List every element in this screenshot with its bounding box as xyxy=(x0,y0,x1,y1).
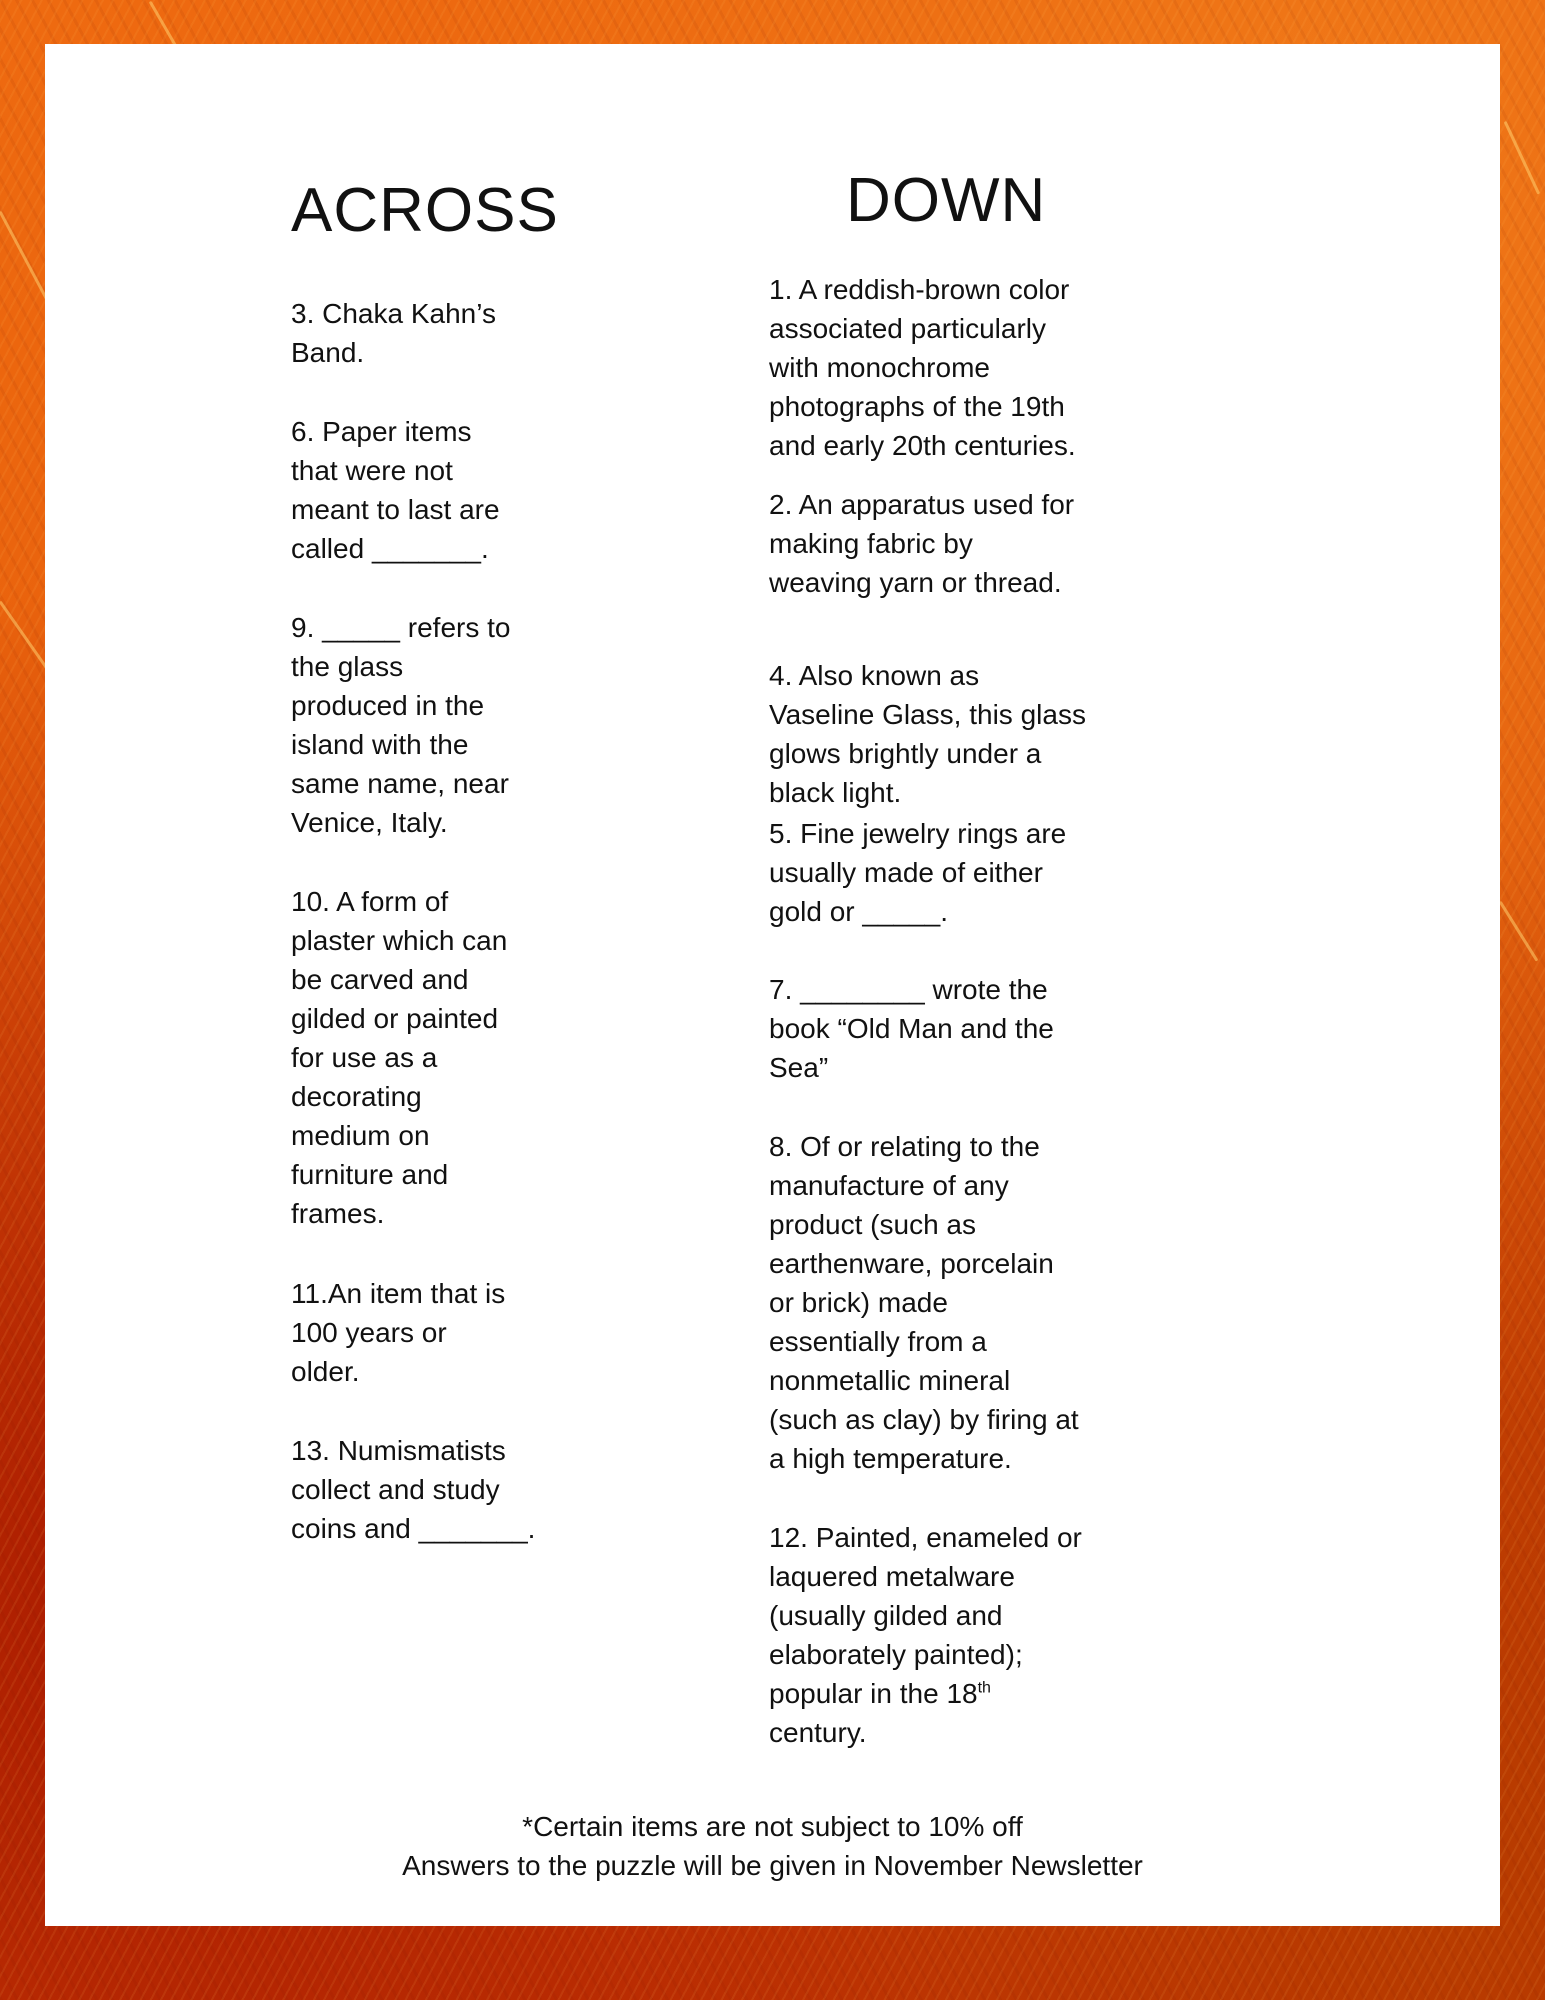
down-clue-1: 1. A reddish-brown color associated particularly with monochrome photographs of the 19th and early 20th centuries. xyxy=(769,274,1076,461)
down-clue-2: 2. An apparatus used for making fabric by weaving yarn or thread. xyxy=(769,489,1075,598)
down-clue-12 xyxy=(769,1518,1082,1752)
across-heading: ACROSS xyxy=(291,176,559,245)
across-clue-11: 11.An item that is 100 years or older. xyxy=(291,1278,506,1387)
down-clue-4: 4. Also known as Vaseline Glass, this glass glows brightly under a black light. xyxy=(769,660,1086,808)
across-clue-10: 10. A form of plaster which can be carved and gilded or painted for use as a decorating medium on furniture and frames. xyxy=(291,886,508,1229)
down-clue-5: 5. Fine jewelry rings are usually made of either gold or _____. xyxy=(769,818,1067,927)
crossword-clues-panel xyxy=(45,44,1500,1926)
down-clue-7: 7. ________ wrote the book “Old Man and the Sea” xyxy=(769,974,1054,1083)
discount-disclaimer: *Certain items are not subject to 10% off xyxy=(522,1811,1023,1842)
ordinal-suffix: th xyxy=(977,1679,991,1697)
across-clue-6: 6. Paper items that were not meant to last are called _______. xyxy=(291,416,500,564)
down-clue-12-text: 12. Painted, enameled or laquered metalware (usually gilded and elaborately painted); popular in the 18 xyxy=(769,1522,1082,1709)
across-clue-3: 3. Chaka Kahn’s Band. xyxy=(291,298,496,368)
footer-notes xyxy=(45,1807,1500,1885)
across-clue-13: 13. Numismatists collect and study coins and _______. xyxy=(291,1435,536,1544)
paint-streak xyxy=(1504,121,1541,195)
across-clue-9: 9. _____ refers to the glass produced in the island with the same name, near Venice, Italy. xyxy=(291,612,511,838)
down-clue-12-text-end: century. xyxy=(769,1717,867,1748)
down-heading: DOWN xyxy=(846,166,1047,235)
paint-streak xyxy=(1499,901,1539,962)
answers-notice: Answers to the puzzle will be given in November Newsletter xyxy=(402,1850,1143,1881)
down-clue-8: 8. Of or relating to the manufacture of any product (such as earthenware, porcelain or brick) made essentially from a nonmetallic mineral (such as clay) by firing at a high temperature. xyxy=(769,1131,1079,1474)
